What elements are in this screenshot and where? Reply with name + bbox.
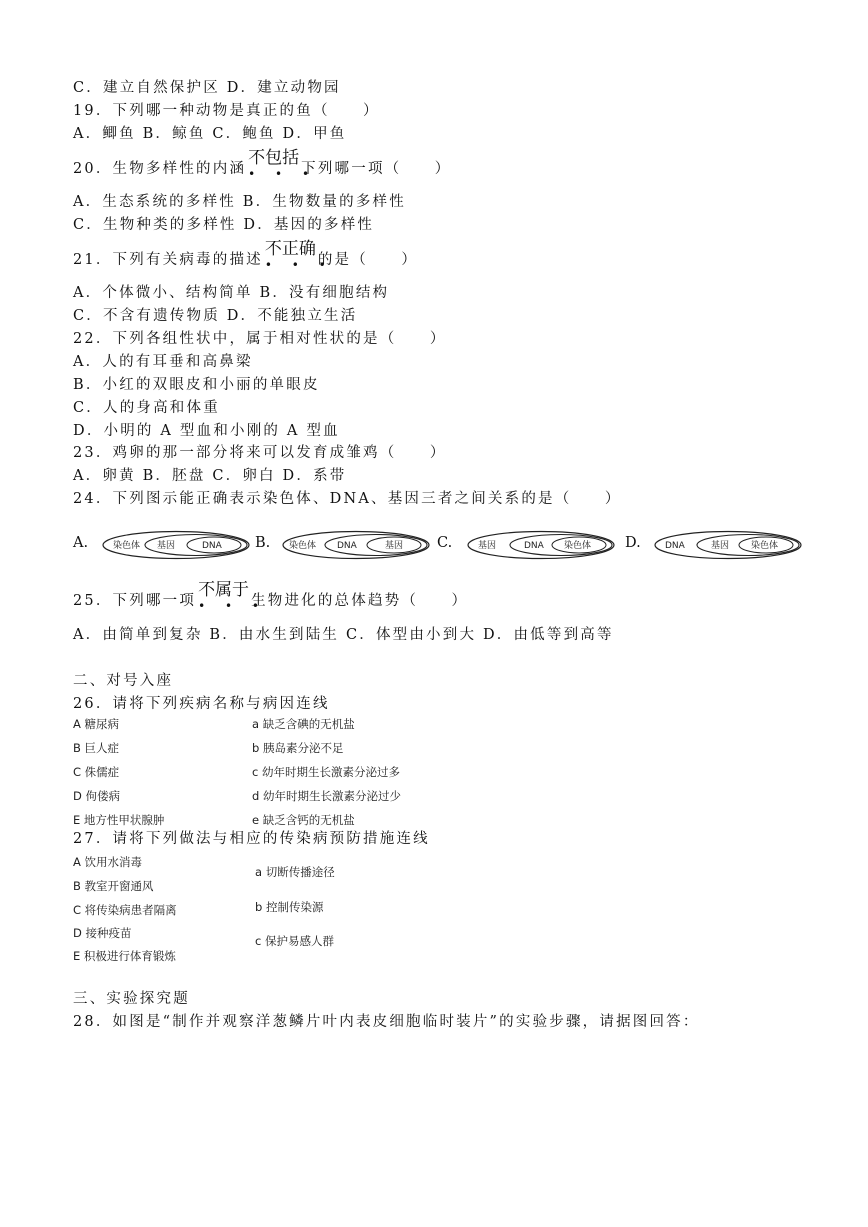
q27-left-item: E 积极进行体育锻炼 [73,949,176,963]
q27-left-item: C 将传染病患者隔离 [73,903,177,917]
q24-b-inner-label: 基因 [385,541,404,551]
q23-options: A．卵黄 B．胚盘 C．卵白 D．系带 [73,468,347,484]
q24-a-inner-label: DNA [202,541,222,551]
q19-options: A．鲫鱼 B．鲸鱼 C．鲍鱼 D．甲鱼 [73,126,347,142]
emphasis-dots: • • • [264,258,334,272]
q26-left-item: C 侏儒症 [73,765,120,779]
q22-option-b: B．小红的双眼皮和小丽的单眼皮 [73,377,320,393]
q24-a-middle-label: 基因 [157,541,176,551]
q24-c-inner-label: 染色体 [564,541,592,551]
q22-stem: 22．下列各组性状中，属于相对性状的是（ ） [73,331,447,347]
q25-stem [73,580,469,613]
q24-option-c-label: C. [437,535,453,551]
q26-right-item: a 缺乏含碘的无机盐 [252,717,355,731]
q25-emphasis [198,580,267,613]
section-3-heading: 三、实验探究题 [73,991,190,1007]
q24-a-outer-label: 染色体 [113,541,141,551]
q24-diagram-c [466,530,616,560]
emphasis-dots: • • • [248,167,318,181]
q21-stem-pre: 21．下列有关病毒的描述 [73,252,263,268]
q26-left-item: A 糖尿病 [73,717,120,731]
q20-emphasis [248,148,318,181]
q20-stem-post: 下列哪一项（ ） [301,161,452,177]
q26-right-item: b 胰岛素分泌不足 [252,741,344,755]
emphasis-dots: • • • [198,599,267,613]
q24-diagram-b [281,530,431,560]
q20-options-cd: C．生物种类的多样性 D．基因的多样性 [73,217,375,233]
q27-right-item: b 控制传染源 [255,900,324,914]
q23-stem: 23．鸡卵的那一部分将来可以发育成雏鸡（ ） [73,445,447,461]
q24-option-d-label: D. [625,535,641,551]
q24-option-b-label: B. [255,535,271,551]
q26-stem: 26．请将下列疾病名称与病因连线 [73,696,330,712]
q27-right-item: a 切断传播途径 [255,865,335,879]
q24-b-outer-label: 染色体 [289,541,317,551]
q21-emphasis [264,239,334,272]
q22-option-c: C．人的身高和体重 [73,400,220,416]
q21-stem-post: 的是（ ） [317,252,419,268]
q24-d-middle-label: 基因 [711,541,730,551]
q28-stem: 28．如图是“制作并观察洋葱鳞片叶内表皮细胞临时装片”的实验步骤，请据图回答： [73,1014,700,1030]
q24-diagram-d [653,530,803,560]
q26-left-item: B 巨人症 [73,741,120,755]
q25-options: A．由简单到复杂 B．由水生到陆生 C．体型由小到大 D．由低等到高等 [73,627,614,643]
q21-options-cd: C．不含有遗传物质 D．不能独立生活 [73,308,358,324]
q25-stem-pre: 25．下列哪一项 [73,593,197,609]
q22-option-a: A．人的有耳垂和高鼻梁 [73,354,253,370]
q18-options-cd: C．建立自然保护区 D．建立动物园 [73,80,341,96]
q19-stem: 19．下列哪一种动物是真正的鱼（ ） [73,103,380,119]
q27-right-item: c 保护易感人群 [255,934,334,948]
q26-left-item: D 佝偻病 [73,789,121,803]
q24-options-row [73,530,833,560]
q24-b-middle-label: DNA [337,541,357,551]
q20-options-ab: A．生态系统的多样性 B．生物数量的多样性 [73,194,406,210]
q24-option-a-label: A. [73,535,89,551]
q24-diagram-a [101,530,251,560]
q27-left-item: A 饮用水消毒 [73,855,143,869]
q27-left-item: D 接种疫苗 [73,926,132,940]
q24-stem: 24．下列图示能正确表示染色体、DNA、基因三者之间关系的是（ ） [73,491,622,507]
q20-stem-pre: 20．生物多样性的内涵 [73,161,247,177]
q27-stem: 27．请将下列做法与相应的传染病预防措施连线 [73,831,430,847]
q24-d-outer-label: DNA [665,541,685,551]
q20-emphasis-text: 不包括 [248,148,300,168]
q20-stem [73,148,452,181]
q26-right-item: d 幼年时期生长激素分泌过少 [252,789,401,803]
q25-stem-post: 生物进化的总体趋势（ ） [251,593,469,609]
q21-stem [73,239,419,272]
q22-option-d: D．小明的 A 型血和小刚的 A 型血 [73,423,340,439]
section-2-heading: 二、对号入座 [73,673,174,689]
q26-right-item: e 缺乏含钙的无机盐 [252,813,355,827]
q24-d-inner-label: 染色体 [751,541,779,551]
q25-emphasis-text: 不属于 [198,580,250,600]
q26-left-item: E 地方性甲状腺肿 [73,813,165,827]
q24-c-middle-label: DNA [524,541,544,551]
q24-c-outer-label: 基因 [478,541,497,551]
q26-right-item: c 幼年时期生长激素分泌过多 [252,765,400,779]
q27-left-item: B 教室开窗通风 [73,879,154,893]
q21-emphasis-text: 不正确 [264,239,316,259]
q21-options-ab: A．个体微小、结构简单 B．没有细胞结构 [73,285,390,301]
